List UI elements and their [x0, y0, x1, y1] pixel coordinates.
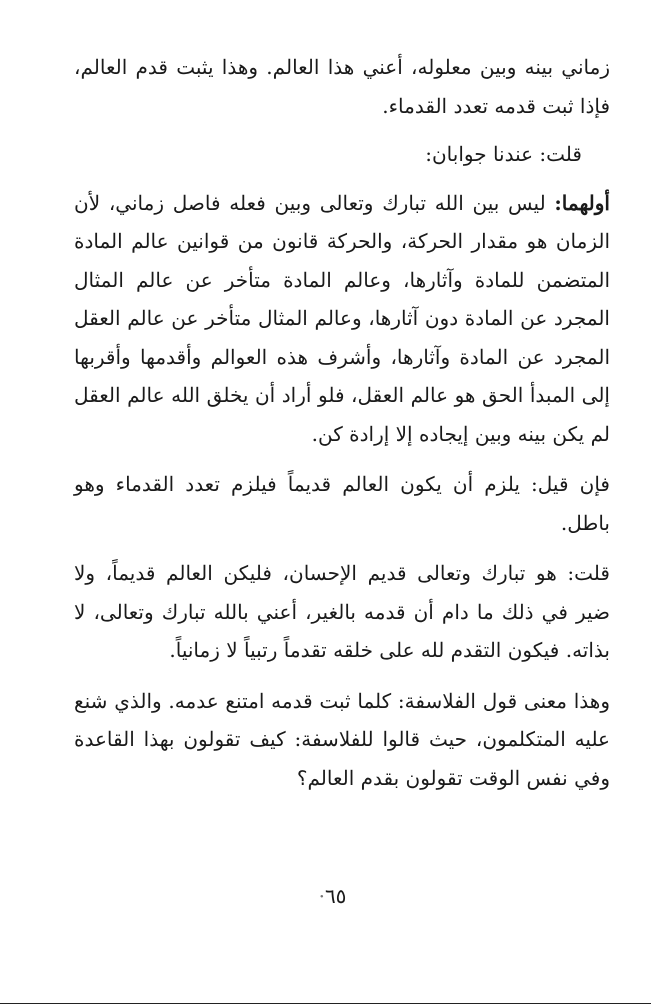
paragraph-4-text: فإن قيل: يلزم أن يكون العالم قديماً فيلزم تعدد القدماء وهو باطل.	[74, 472, 610, 535]
paragraph-6-text: وهذا معنى قول الفلاسفة: كلما ثبت قدمه امتنع عدمه. والذي شنع عليه المتكلمون، حيث قالوا للفلاسفة: كيف تقولون بهذا القاعدة وفي نفس الوقت تقولون بقدم العالم؟	[74, 688, 610, 790]
paragraph-3-lead: أولهما:	[554, 190, 610, 215]
paragraph-1	[74, 48, 610, 125]
paragraph-1-text: زماني بينه وبين معلوله، أعني هذا العالم. وهذا يثبت قدم العالم، فإذا ثبت قدمه تعدد القدماء.	[74, 55, 610, 118]
paragraph-5-text: قلت: هو تبارك وتعالى قديم الإحسان، فليكن العالم قديماً، ولا ضير في ذلك ما دام أن قدمه بالغير، أعني بالله تبارك وتعالى، لا بذاته. فيكون التقدم لله على خلقه تقدماً رتبياً لا زمانياً.	[74, 561, 610, 662]
page-number	[0, 884, 651, 908]
paragraph-2	[74, 135, 610, 174]
page-body	[74, 48, 610, 797]
paragraph-3-text: ليس بين الله تبارك وتعالى وبين فعله فاصل زماني، لأن الزمان هو مقدار الحركة، والحركة قانون من قوانين عالم المادة المتضمن للمادة وآثارها، وعالم المادة متأخر عن عالم المثال المجرد عن المادة دون آثارها، وعالم المثال متأخر عن عالم العقل المجرد عن المادة وآثارها، وأشرف هذه العوالم وأقدمها وأقربها إلى المبدأ الحق هو عالم العقل، فلو أراد أن يخلق الله عالم العقل لم يكن بينه وبين إيجاده إلا إرادة كن.	[74, 190, 610, 446]
page-number-value: ٦٥	[324, 884, 347, 908]
page-number-dot: ·	[318, 884, 325, 908]
paragraph-3	[74, 184, 610, 454]
paragraph-4	[74, 465, 610, 542]
paragraph-2-text: قلت: عندنا جوابان:	[425, 142, 582, 166]
paragraph-5	[74, 554, 610, 670]
bottom-rule	[0, 1003, 651, 1004]
paragraph-6	[74, 682, 610, 798]
